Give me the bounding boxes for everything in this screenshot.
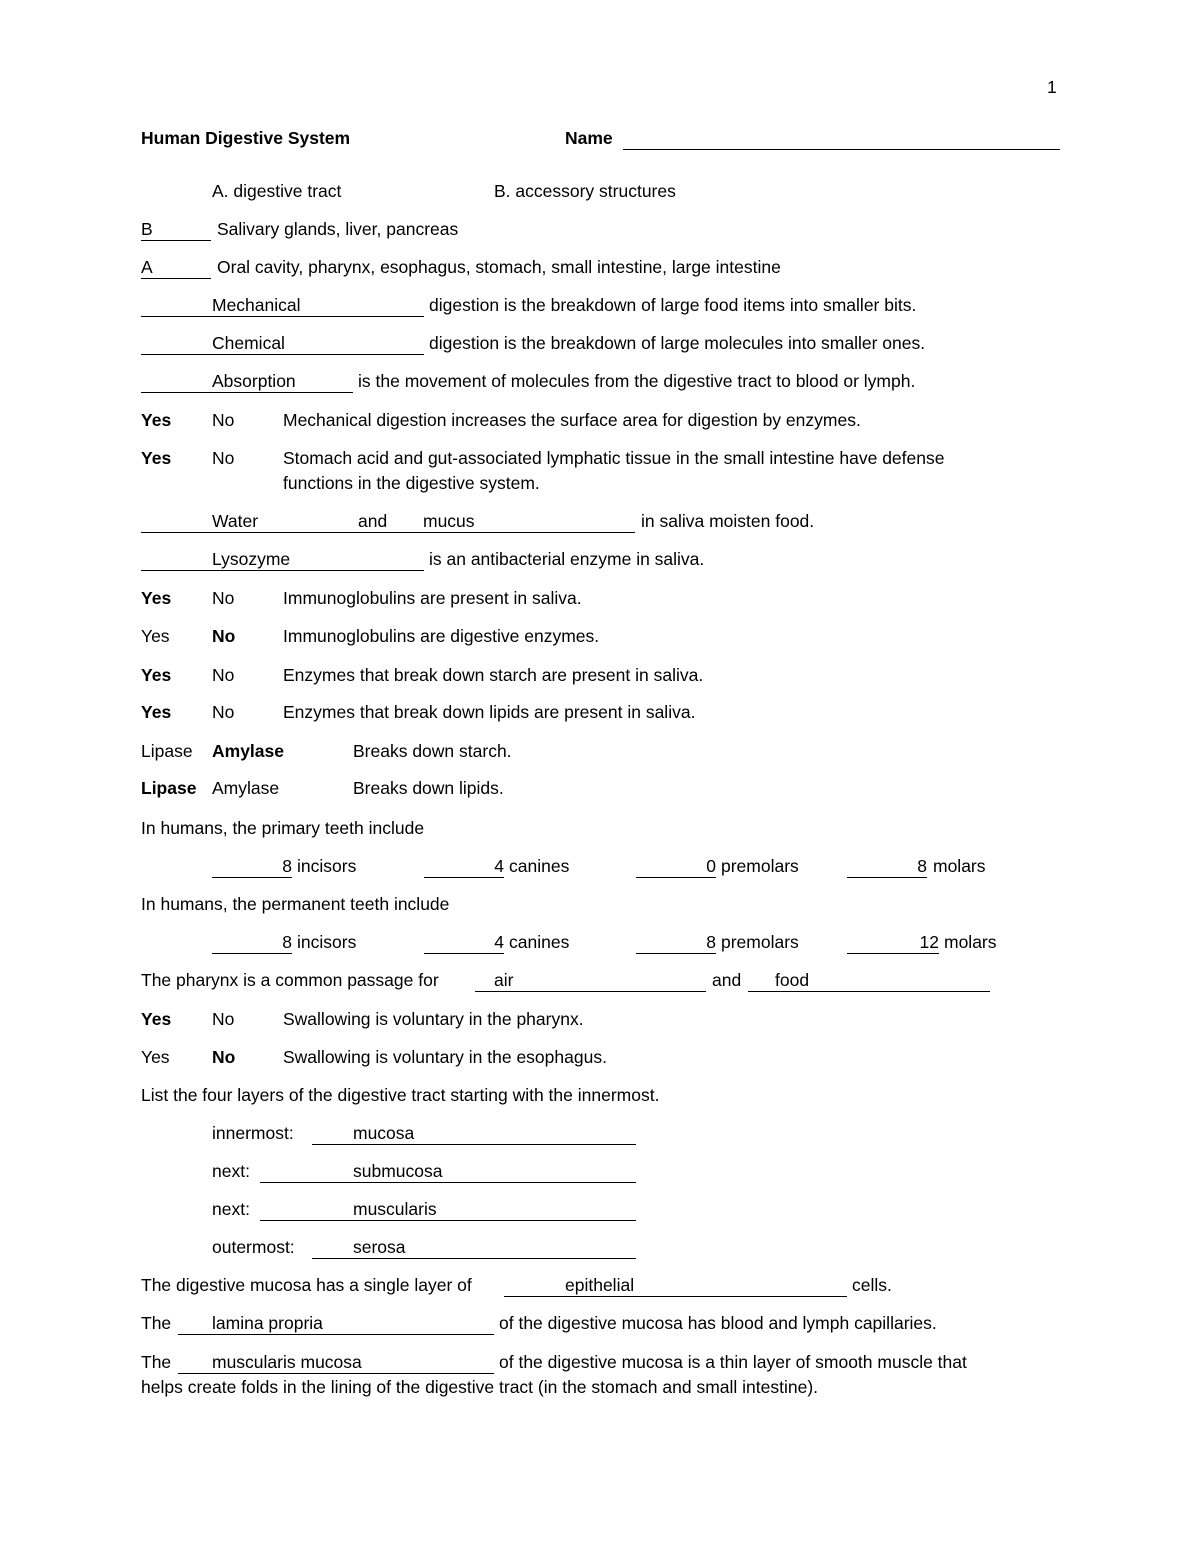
- la2-text: Breaks down lipids.: [353, 778, 504, 798]
- layer1-label: innermost:: [212, 1123, 294, 1143]
- yn4-text: Immunoglobulins are digestive enzymes.: [283, 626, 600, 646]
- permanent-canines-blank[interactable]: [424, 931, 504, 954]
- permanent-teeth-intro: In humans, the permanent teeth include: [141, 894, 450, 914]
- fill1-text: digestion is the breakdown of large food items into smaller bits.: [429, 295, 917, 315]
- permanent-incisors-label: incisors: [297, 932, 357, 952]
- la2-lipase[interactable]: Lipase: [141, 778, 197, 798]
- option-b: B. accessory structures: [494, 181, 676, 201]
- yn5-no[interactable]: No: [212, 665, 235, 685]
- primary-incisors-blank[interactable]: [212, 855, 292, 878]
- primary-molars-label: molars: [933, 856, 986, 876]
- worksheet-title: Human Digestive System: [141, 128, 351, 148]
- yn8-yes[interactable]: Yes: [141, 1047, 170, 1067]
- primary-molars-count: 8: [917, 856, 927, 876]
- yn2-text-line1: Stomach acid and gut-associated lymphatic tissue in the small intestine have defense: [283, 448, 945, 468]
- permanent-canines-label: canines: [509, 932, 570, 952]
- yn7-yes[interactable]: Yes: [141, 1009, 172, 1029]
- fill3-blank[interactable]: [141, 370, 353, 393]
- primary-teeth-intro: In humans, the primary teeth include: [141, 818, 425, 838]
- yn2-text-line2: functions in the digestive system.: [283, 473, 540, 493]
- layers-intro: List the four layers of the digestive tract starting with the innermost.: [141, 1085, 660, 1105]
- pharynx-prefix: The pharynx is a common passage for: [141, 970, 439, 990]
- yn7-text: Swallowing is voluntary in the pharynx.: [283, 1009, 584, 1029]
- match2-text: Oral cavity, pharynx, esophagus, stomach, small intestine, large intestine: [217, 257, 781, 277]
- yn4-no[interactable]: No: [212, 626, 236, 646]
- yn3-no[interactable]: No: [212, 588, 235, 608]
- layer2-answer: submucosa: [353, 1161, 443, 1181]
- mucosa3-answer: muscularis mucosa: [212, 1352, 362, 1372]
- mucosa1-blank[interactable]: [504, 1274, 847, 1297]
- yn5-yes[interactable]: Yes: [141, 665, 172, 685]
- pharynx-blank2[interactable]: [748, 969, 990, 992]
- yn3-text: Immunoglobulins are present in saliva.: [283, 588, 582, 608]
- primary-incisors-count: 8: [282, 856, 292, 876]
- yn1-no[interactable]: No: [212, 410, 235, 430]
- name-blank[interactable]: [623, 127, 1060, 150]
- permanent-premolars-blank[interactable]: [636, 931, 716, 954]
- primary-incisors-label: incisors: [297, 856, 357, 876]
- layer1-blank[interactable]: [312, 1122, 636, 1145]
- match1-text: Salivary glands, liver, pancreas: [217, 219, 459, 239]
- pharynx-answer1: air: [494, 970, 514, 990]
- permanent-premolars-label: premolars: [721, 932, 799, 952]
- yn6-text: Enzymes that break down lipids are present in saliva.: [283, 702, 696, 722]
- fill3-answer: Absorption: [212, 371, 296, 391]
- mucosa3-blank[interactable]: [178, 1351, 494, 1374]
- primary-molars-blank[interactable]: [847, 855, 927, 878]
- mucosa2-blank[interactable]: [178, 1312, 494, 1335]
- fill1-answer: Mechanical: [212, 295, 301, 315]
- fill2-blank[interactable]: [141, 332, 424, 355]
- primary-premolars-label: premolars: [721, 856, 799, 876]
- match1-answer-blank[interactable]: [141, 218, 211, 241]
- permanent-incisors-blank[interactable]: [212, 931, 292, 954]
- option-a: A. digestive tract: [212, 181, 342, 201]
- fill2-answer: Chemical: [212, 333, 285, 353]
- permanent-molars-count: 12: [919, 932, 939, 952]
- mucosa3-prefix: The: [141, 1352, 172, 1372]
- la1-text: Breaks down starch.: [353, 741, 512, 761]
- primary-canines-label: canines: [509, 856, 570, 876]
- primary-canines-blank[interactable]: [424, 855, 504, 878]
- fill5-text: is an antibacterial enzyme in saliva.: [429, 549, 705, 569]
- primary-premolars-blank[interactable]: [636, 855, 716, 878]
- yn8-no[interactable]: No: [212, 1047, 236, 1067]
- yn3-yes[interactable]: Yes: [141, 588, 172, 608]
- yn1-text: Mechanical digestion increases the surface area for digestion by enzymes.: [283, 410, 861, 430]
- yn5-text: Enzymes that break down starch are present in saliva.: [283, 665, 704, 685]
- layer4-label: outermost:: [212, 1237, 295, 1257]
- yn8-text: Swallowing is voluntary in the esophagus.: [283, 1047, 607, 1067]
- fill2-text: digestion is the breakdown of large molecules into smaller ones.: [429, 333, 926, 353]
- mucosa3-suffix: of the digestive mucosa is a thin layer of smooth muscle that: [499, 1352, 967, 1372]
- mucosa2-suffix: of the digestive mucosa has blood and lymph capillaries.: [499, 1313, 937, 1333]
- la2-amylase[interactable]: Amylase: [212, 778, 280, 798]
- primary-canines-count: 4: [494, 856, 504, 876]
- yn4-yes[interactable]: Yes: [141, 626, 170, 646]
- yn6-yes[interactable]: Yes: [141, 702, 172, 722]
- yn6-no[interactable]: No: [212, 702, 235, 722]
- fill5-blank[interactable]: [141, 548, 424, 571]
- yn2-no[interactable]: No: [212, 448, 235, 468]
- fill3-text: is the movement of molecules from the digestive tract to blood or lymph.: [358, 371, 916, 391]
- fill4-and: and: [358, 511, 388, 531]
- match2-answer-blank[interactable]: [141, 256, 211, 279]
- fill4-answer2: mucus: [423, 511, 475, 531]
- pharynx-answer2: food: [775, 970, 810, 990]
- mucosa3-line2: helps create folds in the lining of the digestive tract (in the stomach and small intestine).: [141, 1377, 819, 1397]
- permanent-incisors-count: 8: [282, 932, 292, 952]
- layer2-label: next:: [212, 1161, 250, 1181]
- mucosa1-answer: epithelial: [565, 1275, 635, 1295]
- match1-answer: B: [141, 219, 153, 239]
- layer3-answer: muscularis: [353, 1199, 437, 1219]
- fill1-blank[interactable]: [141, 294, 424, 317]
- fill5-answer: Lysozyme: [212, 549, 291, 569]
- layer3-blank[interactable]: [260, 1198, 636, 1221]
- mucosa2-prefix: The: [141, 1313, 172, 1333]
- permanent-premolars-count: 8: [706, 932, 716, 952]
- yn2-yes[interactable]: Yes: [141, 448, 172, 468]
- yn1-yes[interactable]: Yes: [141, 410, 172, 430]
- layer3-label: next:: [212, 1199, 250, 1219]
- primary-premolars-count: 0: [706, 856, 716, 876]
- layer4-answer: serosa: [353, 1237, 406, 1257]
- match2-answer: A: [141, 257, 153, 277]
- la1-lipase[interactable]: Lipase: [141, 741, 193, 761]
- fill4-answer1: Water: [212, 511, 259, 531]
- layer4-blank[interactable]: [312, 1236, 636, 1259]
- page-number: 1: [1047, 77, 1057, 97]
- permanent-canines-count: 4: [494, 932, 504, 952]
- fill4-text: in saliva moisten food.: [641, 511, 815, 531]
- mucosa1-suffix: cells.: [852, 1275, 892, 1295]
- permanent-molars-label: molars: [944, 932, 997, 952]
- mucosa1-prefix: The digestive mucosa has a single layer of: [141, 1275, 472, 1295]
- permanent-molars-blank[interactable]: [847, 931, 939, 954]
- layer1-answer: mucosa: [353, 1123, 415, 1143]
- layer2-blank[interactable]: [260, 1160, 636, 1183]
- yn7-no[interactable]: No: [212, 1009, 235, 1029]
- pharynx-blank1[interactable]: [475, 969, 706, 992]
- mucosa2-answer: lamina propria: [212, 1313, 323, 1333]
- la1-amylase[interactable]: Amylase: [212, 741, 284, 761]
- name-label: Name: [565, 128, 613, 148]
- pharynx-and: and: [712, 970, 742, 990]
